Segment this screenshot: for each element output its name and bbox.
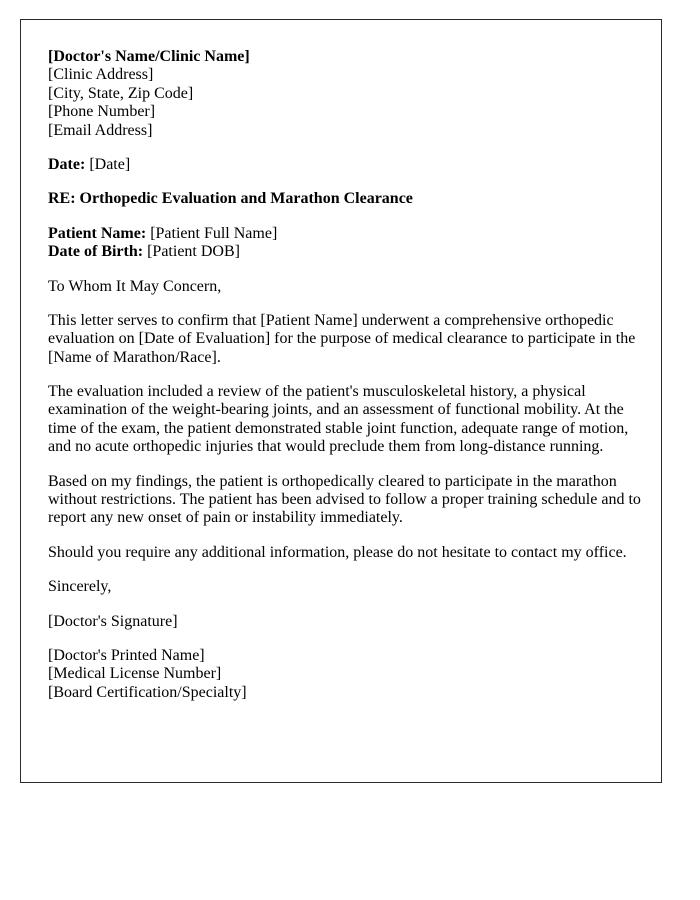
patient-info-block [48,225,641,262]
patient-dob-label: Date of Birth: [48,243,144,261]
date-value-placeholder: [Date] [89,155,131,173]
clinic-address-placeholder: [Clinic Address] [48,66,154,84]
date-line [48,156,641,174]
clinic-city-state-zip-placeholder: [City, State, Zip Code] [48,84,194,102]
letter-document [20,19,662,783]
signature-footer-block [48,647,641,702]
clinic-email-placeholder: [Email Address] [48,121,153,139]
patient-name-line [48,225,641,243]
patient-name-placeholder: [Patient Full Name] [150,224,278,242]
signature-placeholder: [Doctor's Signature] [48,612,178,630]
patient-name-label: Patient Name: [48,224,147,242]
clinic-name-placeholder: [Doctor's Name/Clinic Name] [48,48,250,65]
body-paragraph-1: This letter serves to confirm that [Patient Name] underwent a comprehensive orthopedic evaluation on [Date of Evaluation] for the purpose of medical clearance to participate in the [Name of Marathon/Race]. [48,311,636,366]
closing: Sincerely, [48,578,112,596]
body-paragraph-3: Based on my findings, the patient is orthopedically cleared to participate in the marathon without restrictions. The patient has been advised to follow a proper training schedule and to report any new onset of pain or instability immediately. [48,472,641,527]
body-paragraph-2: The evaluation included a review of the patient's musculoskeletal history, a physical examination of the weight-bearing joints, and an assessment of functional mobility. At the time of the exam, the patient demonstrated stable joint function, adequate range of motion, and no acute orthopedic injuries that would preclude them from long-distance running. [48,383,629,456]
salutation: To Whom It May Concern, [48,277,222,295]
body-paragraph-4: Should you require any additional information, please do not hesitate to contact my office. [48,543,627,561]
patient-dob-line [48,243,641,261]
patient-dob-placeholder: [Patient DOB] [147,243,240,261]
medical-license-placeholder: [Medical License Number] [48,665,222,683]
date-label: Date: [48,155,86,173]
subject-line: RE: Orthopedic Evaluation and Marathon Clearance [48,190,413,208]
board-certification-placeholder: [Board Certification/Specialty] [48,683,247,701]
clinic-header-block [48,48,641,140]
doctor-printed-name-placeholder: [Doctor's Printed Name] [48,646,205,664]
clinic-phone-placeholder: [Phone Number] [48,103,156,121]
